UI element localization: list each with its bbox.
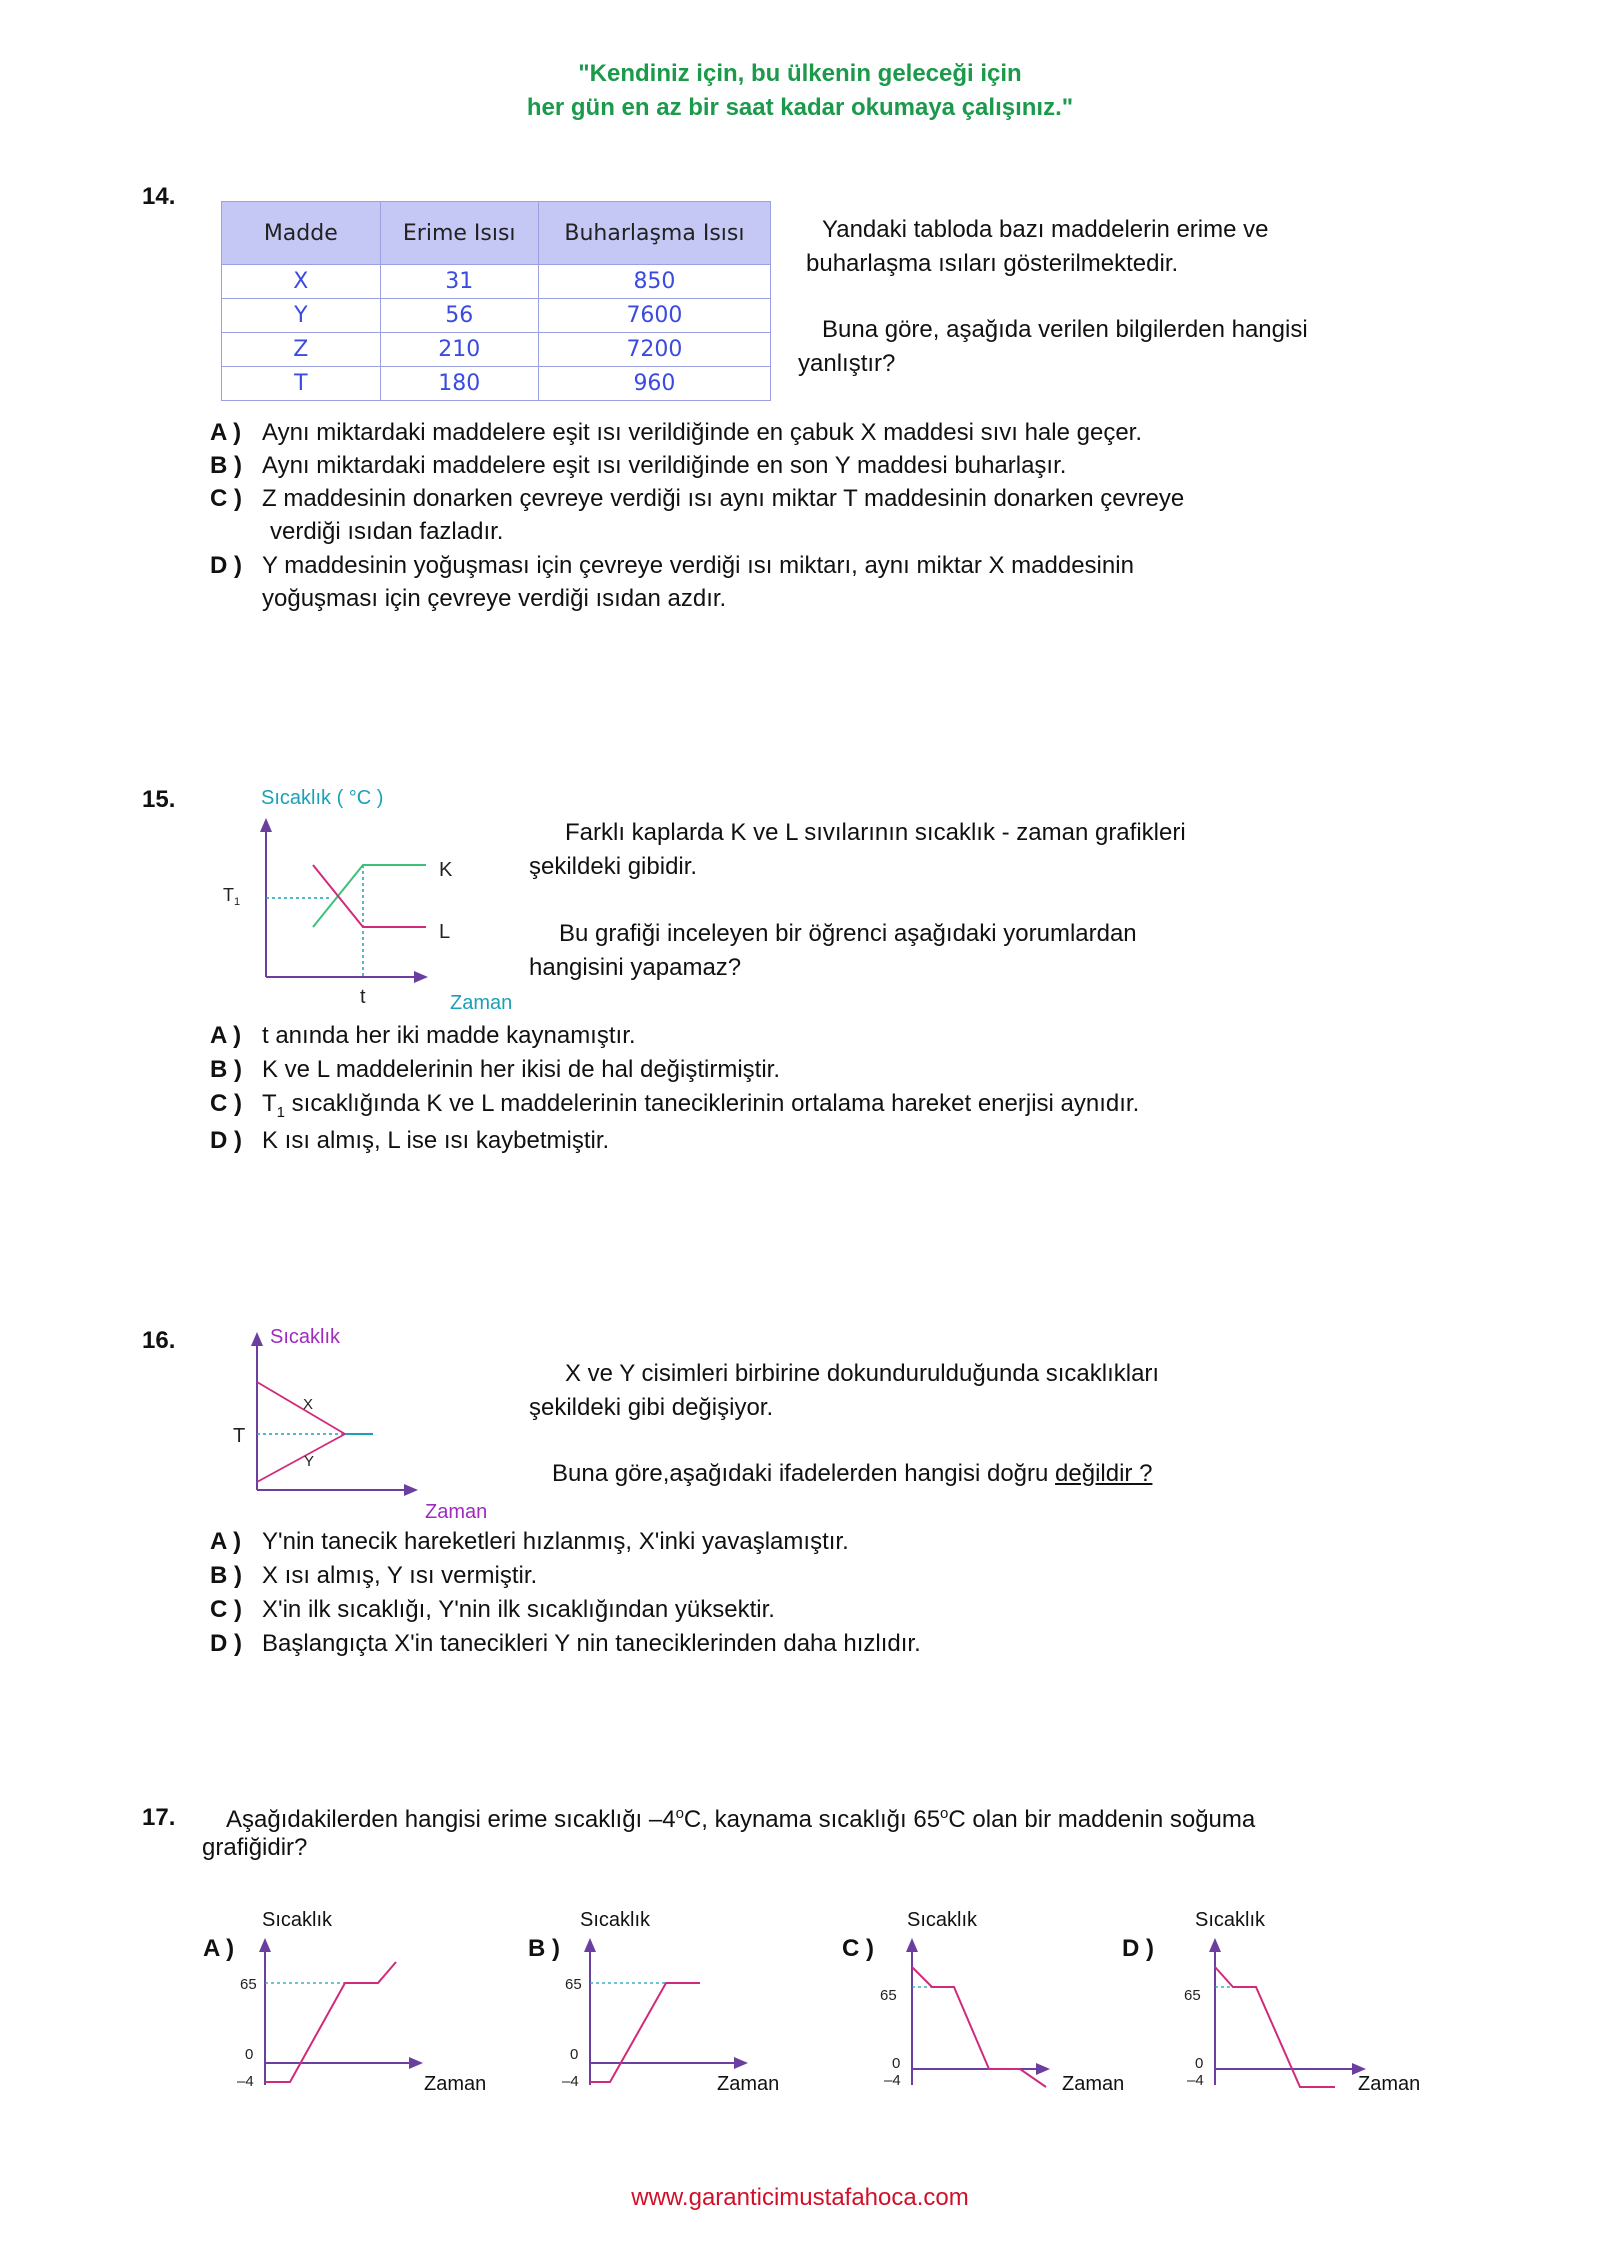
option-text-sub: 1: [276, 1103, 286, 1121]
table-cell: Z: [222, 333, 381, 367]
table-row: [222, 299, 771, 333]
q16-option-c[interactable]: [210, 1593, 1360, 1626]
option-text: K ve L maddelerinin her ikisi de hal değiştirmiştir.: [262, 1056, 781, 1083]
motto-line-1: "Kendiniz için, bu ülkenin geleceği için: [578, 60, 1022, 87]
table-cell: 7600: [538, 299, 770, 333]
y-axis-arrow-icon: [584, 1938, 596, 1952]
q16-stem-1b: şekildeki gibi değişiyor.: [529, 1394, 774, 1421]
q16-stem-1a: X ve Y cisimleri birbirine dokundurulduğunda sıcaklıkları: [565, 1360, 1160, 1387]
motto-line-2: her gün en az bir saat kadar okumaya çalışınız.": [526, 94, 1074, 121]
q16-x-axis-label: Zaman: [425, 1501, 488, 1523]
q17-stem-a: Aşağıdakilerden hangisi erime sıcaklığı –4: [226, 1806, 676, 1833]
graph-x-label: Zaman: [1358, 2073, 1421, 2095]
tick-0: 0: [1195, 2055, 1204, 2072]
k-curve: [313, 865, 426, 927]
q17-graph-a[interactable]: [200, 1900, 500, 2110]
q17-stem-line-1: [226, 1797, 1255, 1836]
x-label: X: [303, 1396, 314, 1413]
option-letter: D ): [210, 1630, 242, 1657]
l-label: L: [439, 921, 451, 943]
q15-stem-2b: hangisini yapamaz?: [529, 954, 742, 981]
option-text: Aynı miktardaki maddelere eşit ısı verildiğinde en son Y maddesi buharlaşır.: [262, 452, 1067, 479]
graph-x-label: Zaman: [717, 2073, 780, 2095]
graph-y-label: Sıcaklık: [580, 1909, 651, 1931]
tick-minus-4: –4: [562, 2073, 579, 2090]
option-letter: A ): [203, 1935, 235, 1962]
heat-table: [221, 201, 771, 401]
y-axis-arrow-icon: [251, 1332, 263, 1346]
option-text: sıcaklığında K ve L maddelerinin taneciklerinin ortalama hareket enerjisi aynıdır.: [285, 1090, 1140, 1117]
y-axis-arrow-icon: [259, 1938, 271, 1952]
option-text: Y'nin tanecik hareketleri hızlanmış, X'inki yavaşlamıştır.: [262, 1528, 849, 1555]
tick-minus-4: –4: [1187, 2072, 1204, 2089]
tick-0: 0: [245, 2046, 254, 2063]
x-axis-arrow-icon: [414, 971, 428, 983]
option-letter: D ): [210, 552, 242, 579]
x-curve: [257, 1382, 373, 1434]
tick-0: 0: [892, 2055, 901, 2072]
y-label: Y: [304, 1453, 315, 1470]
q17-stem-c: C olan bir maddenin soğuma: [948, 1806, 1256, 1833]
option-text-cont: yoğuşması için çevreye verdiği ısıdan azdır.: [262, 585, 727, 612]
option-letter: C ): [842, 1935, 874, 1962]
x-axis-arrow-icon: [404, 1484, 418, 1496]
q14-option-b[interactable]: [210, 449, 1360, 482]
q17-graph-c[interactable]: [842, 1900, 1152, 2110]
option-letter: B ): [210, 452, 242, 479]
table-row: [222, 367, 771, 401]
q16-option-a[interactable]: [210, 1525, 1360, 1558]
q15-stem-1a: Farklı kaplarda K ve L sıvılarının sıcaklık - zaman grafikleri: [565, 819, 1186, 846]
tick-65: 65: [240, 1976, 257, 1993]
tick-minus-4: –4: [884, 2072, 901, 2089]
curve: [590, 1983, 700, 2082]
option-letter: C ): [210, 1090, 242, 1117]
question-number-14: 14.: [142, 183, 176, 210]
t-label: T: [233, 1425, 246, 1447]
q17-graph-d[interactable]: [1122, 1900, 1442, 2110]
q14-option-d[interactable]: [210, 549, 1360, 615]
q14-stem-2b: yanlıştır?: [798, 350, 896, 377]
table-cell: 56: [380, 299, 538, 333]
q17-stem-line-2: grafiğidir?: [202, 1834, 308, 1861]
x-axis-arrow-icon: [734, 2057, 748, 2069]
tick-minus-4: –4: [237, 2073, 254, 2090]
tick-65: 65: [880, 1987, 897, 2004]
graph-x-label: Zaman: [424, 2073, 487, 2095]
q16-y-axis-label: Sıcaklık: [270, 1326, 341, 1348]
q16-temperature-graph: [225, 1320, 505, 1525]
degree-sign: o: [940, 1805, 949, 1822]
q14-option-a[interactable]: [210, 416, 1360, 449]
q14-stem-1b: buharlaşma ısıları gösterilmektedir.: [806, 250, 1179, 277]
tick-65: 65: [1184, 1987, 1201, 2004]
graph-x-label: Zaman: [1062, 2073, 1125, 2095]
x-axis-arrow-icon: [1036, 2063, 1050, 2075]
option-letter: A ): [210, 419, 242, 446]
y-curve: [257, 1434, 345, 1482]
y-axis-arrow-icon: [260, 818, 272, 832]
table-header-erime: Erime Isısı: [380, 202, 538, 265]
tick-0: 0: [570, 2046, 579, 2063]
q17-graph-b[interactable]: [525, 1900, 825, 2110]
option-text-pre: T: [262, 1090, 277, 1117]
option-text: Başlangıçta X'in tanecikleri Y nin taneciklerinden daha hızlıdır.: [262, 1630, 921, 1657]
question-number-16: 16.: [142, 1327, 176, 1354]
option-text: X'in ilk sıcaklığı, Y'nin ilk sıcaklığından yüksektir.: [262, 1596, 775, 1623]
graph-y-label: Sıcaklık: [262, 1909, 333, 1931]
x-axis-arrow-icon: [409, 2057, 423, 2069]
t-label: t: [360, 986, 366, 1008]
table-cell: Y: [222, 299, 381, 333]
q15-option-c[interactable]: [210, 1087, 1360, 1129]
q15-option-a[interactable]: [210, 1019, 1360, 1052]
q14-stem-1a: Yandaki tabloda bazı maddelerin erime ve: [822, 216, 1269, 243]
option-letter: C ): [210, 485, 242, 512]
table-cell: 180: [380, 367, 538, 401]
option-letter: B ): [528, 1935, 560, 1962]
q15-stem-2a: Bu grafiği inceleyen bir öğrenci aşağıdaki yorumlardan: [559, 920, 1137, 947]
table-header-buharlasma: Buharlaşma Isısı: [538, 202, 770, 265]
option-letter: B ): [210, 1562, 242, 1589]
option-letter: D ): [1122, 1935, 1154, 1962]
question-number-17: 17.: [142, 1804, 176, 1831]
q15-stem-1b: şekildeki gibidir.: [529, 853, 698, 880]
footer-website-link[interactable]: www.garanticimustafahoca.com: [631, 2184, 969, 2211]
table-cell: 960: [538, 367, 770, 401]
option-letter: A ): [210, 1528, 242, 1555]
question-number-15: 15.: [142, 786, 176, 813]
q15-x-axis-label: Zaman: [450, 992, 513, 1014]
q16-option-b[interactable]: [210, 1559, 1360, 1592]
q15-temperature-graph: [223, 780, 530, 1020]
option-text: Aynı miktardaki maddelere eşit ısı verildiğinde en çabuk X maddesi sıvı hale geçer.: [262, 419, 1143, 446]
q16-option-d[interactable]: [210, 1627, 1360, 1660]
q16-stem-2-text: Buna göre,aşağıdaki ifadelerden hangisi doğru: [552, 1460, 1056, 1487]
q16-stem-2-underlined: değildir ?: [1055, 1460, 1153, 1487]
option-text-cont: verdiği ısıdan fazladır.: [270, 518, 504, 545]
table-cell: 7200: [538, 333, 770, 367]
table-cell: 31: [380, 265, 538, 299]
option-text: t anında her iki madde kaynamıştır.: [262, 1022, 636, 1049]
table-header-madde: Madde: [222, 202, 381, 265]
option-text: K ısı almış, L ise ısı kaybetmiştir.: [262, 1127, 610, 1154]
option-letter: A ): [210, 1022, 242, 1049]
l-curve: [313, 865, 426, 927]
y-axis-arrow-icon: [906, 1938, 918, 1952]
q15-option-b[interactable]: [210, 1053, 1360, 1086]
k-label: K: [439, 859, 453, 881]
q14-stem-2a: Buna göre, aşağıda verilen bilgilerden hangisi: [822, 316, 1308, 343]
table-row: [222, 265, 771, 299]
tick-65: 65: [565, 1976, 582, 1993]
table-cell: T: [222, 367, 381, 401]
table-row: [222, 333, 771, 367]
option-letter: C ): [210, 1596, 242, 1623]
t1-label: $T_1$: [223, 885, 241, 908]
y-axis-arrow-icon: [1209, 1938, 1221, 1952]
table-cell: 850: [538, 265, 770, 299]
option-text: Y maddesinin yoğuşması için çevreye verdiği ısı miktarı, aynı miktar X maddesinin: [262, 552, 1134, 579]
option-text: Z maddesinin donarken çevreye verdiği ısı aynı miktar T maddesinin donarken çevreye: [262, 485, 1185, 512]
q16-stem-2: [552, 1457, 1152, 1490]
option-text: X ısı almış, Y ısı vermiştir.: [262, 1562, 538, 1589]
graph-y-label: Sıcaklık: [907, 1909, 978, 1931]
q14-option-c[interactable]: [210, 482, 1360, 548]
option-letter: D ): [210, 1127, 242, 1154]
option-letter: B ): [210, 1056, 242, 1083]
q15-y-axis-label: Sıcaklık ( °C ): [261, 787, 384, 809]
q15-option-d[interactable]: [210, 1124, 1360, 1157]
q17-stem-b: C, kaynama sıcaklığı 65: [683, 1806, 941, 1833]
graph-y-label: Sıcaklık: [1195, 1909, 1266, 1931]
degree-sign: o: [675, 1805, 684, 1822]
table-cell: 210: [380, 333, 538, 367]
table-cell: X: [222, 265, 381, 299]
